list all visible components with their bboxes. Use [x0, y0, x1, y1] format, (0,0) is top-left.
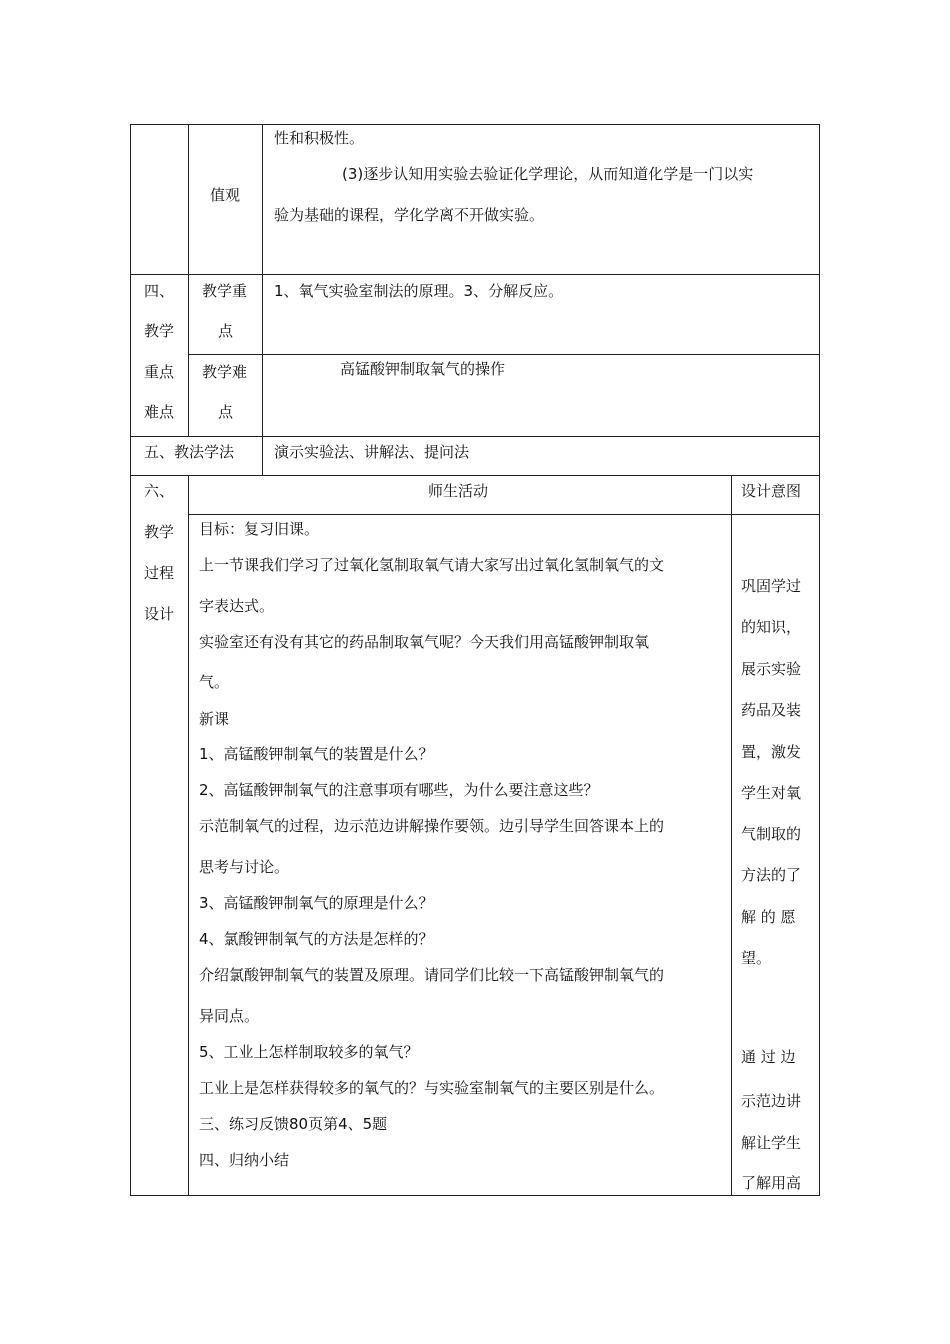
section4-label-2: 教学 [144, 322, 175, 340]
section5-content: 演示实验法、讲解法、提问法 [274, 443, 470, 461]
values-label: 值观 [210, 186, 241, 204]
section6-label-2: 教学 [144, 523, 175, 541]
activity-line: 四、归纳小结 [199, 1151, 290, 1169]
intent-line: 方法的了 [741, 866, 802, 884]
section5-label: 五、教法学法 [144, 443, 235, 461]
activity-line: 三、练习反馈80页第4、5题 [199, 1115, 388, 1133]
intent-line: 通 过 边 [741, 1048, 796, 1066]
col-header-intent: 设计意图 [741, 482, 802, 500]
col-divider [188, 475, 189, 1196]
key-points-label-1: 教学重 [202, 282, 248, 300]
activity-line: 异同点。 [199, 1007, 260, 1025]
activity-line: 介绍氯酸钾制氧气的装置及原理。请同学们比较一下高锰酸钾制氧气的 [199, 966, 665, 984]
intent-line: 学生对氧 [741, 784, 802, 802]
row-divider [188, 354, 820, 355]
intent-line: 药品及装 [741, 701, 802, 719]
activity-line: 4、氯酸钾制氧气的方法是怎样的？ [199, 930, 434, 948]
intent-line: 置，激发 [741, 743, 802, 761]
col-divider [262, 124, 263, 475]
col-divider [188, 124, 189, 436]
activity-line: 实验室还有没有其它的药品制取氧气呢？今天我们用高锰酸钾制取氧 [199, 633, 650, 651]
intent-line: 示范边讲 [741, 1092, 802, 1110]
key-points-content: 1、氧气实验室制法的原理。3、分解反应。 [274, 282, 564, 300]
activity-line: 气。 [199, 673, 230, 691]
key-points-label-2: 点 [218, 322, 234, 340]
col-divider [731, 475, 732, 1196]
difficulties-label-1: 教学难 [202, 363, 248, 381]
difficulties-content: 高锰酸钾制取氧气的操作 [340, 360, 506, 378]
values-line-2: (3)逐步认知用实验去验证化学理论，从而知道化学是一门以实 [342, 165, 754, 183]
section4-label-1: 四、 [144, 282, 175, 300]
intent-line: 展示实验 [741, 660, 802, 678]
row-divider [130, 274, 820, 275]
intent-line: 了解用高 [741, 1174, 802, 1192]
intent-line: 的知识， [741, 618, 802, 636]
section6-label-1: 六、 [144, 482, 175, 500]
col-header-activity: 师生活动 [428, 482, 489, 500]
values-line-3: 验为基础的课程，学化学离不开做实验。 [274, 206, 545, 224]
activity-line: 示范制氧气的过程，边示范边讲解操作要领。边引导学生回答课本上的 [199, 817, 665, 835]
section4-label-4: 难点 [144, 403, 175, 421]
activity-line: 字表达式。 [199, 597, 275, 615]
intent-line: 望。 [741, 949, 772, 967]
activity-line: 3、高锰酸钾制氧气的原理是什么？ [199, 894, 434, 912]
values-line-1: 性和积极性。 [274, 129, 365, 147]
section6-label-3: 过程 [144, 564, 175, 582]
row-divider [130, 475, 820, 476]
activity-line: 新课 [199, 710, 230, 728]
intent-line: 解让学生 [741, 1134, 802, 1152]
activity-line: 2、高锰酸钾制氧气的注意事项有哪些，为什么要注意这些？ [199, 781, 599, 799]
activity-line: 1、高锰酸钾制氧气的装置是什么？ [199, 745, 434, 763]
row-divider [130, 436, 820, 437]
difficulties-label-2: 点 [218, 403, 234, 421]
section6-label-4: 设计 [144, 605, 175, 623]
activity-line: 目标：复习旧课。 [199, 520, 320, 538]
activity-line: 上一节课我们学习了过氧化氢制取氧气请大家写出过氧化氢制氧气的文 [199, 556, 665, 574]
activity-line: 思考与讨论。 [199, 858, 290, 876]
activity-line: 工业上是怎样获得较多的氧气的？与实验室制氧气的主要区别是什么。 [199, 1079, 665, 1097]
row-divider [188, 514, 820, 515]
section4-label-3: 重点 [144, 363, 175, 381]
intent-line: 气制取的 [741, 825, 802, 843]
intent-line: 巩固学过 [741, 577, 802, 595]
intent-line: 解 的 愿 [741, 908, 796, 926]
activity-line: 5、工业上怎样制取较多的氧气？ [199, 1043, 419, 1061]
